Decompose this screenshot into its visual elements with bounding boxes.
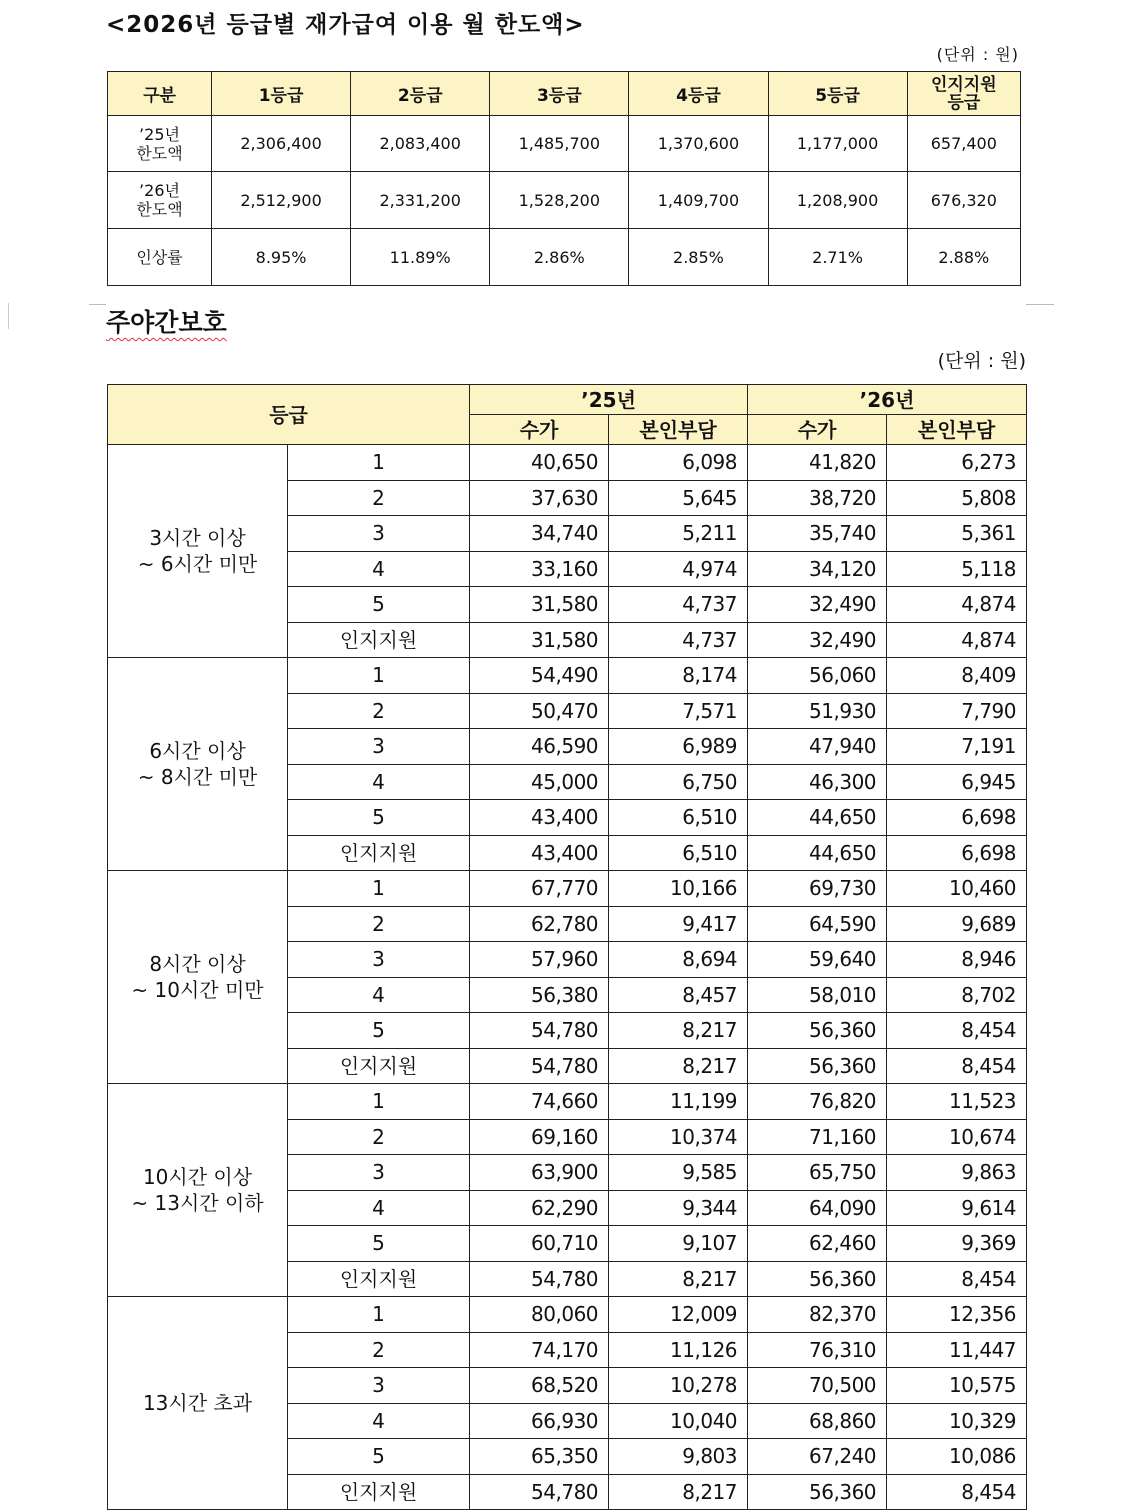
limit-table-header-row [108,72,1021,116]
care-grade-cell: 1 [288,1297,470,1333]
price-2025-cell: 65,350 [470,1439,609,1475]
limit-value-cell: 1,370,600 [629,116,768,172]
copay-2025-cell: 6,750 [609,764,748,800]
day-night-care-table [107,384,1027,1510]
limit-header-cell: 5등급 [768,72,907,116]
copay-2025-cell: 8,217 [609,1474,748,1510]
copay-2026-cell: 10,086 [887,1439,1027,1475]
copay-2025-cell: 10,040 [609,1403,748,1439]
copay-2025-cell: 12,009 [609,1297,748,1333]
price-2025-cell: 63,900 [470,1155,609,1191]
copay-2025-cell: 8,217 [609,1048,748,1084]
price-2026-cell: 71,160 [748,1119,887,1155]
limit-header-cell: 구분 [108,72,212,116]
price-2026-cell: 64,090 [748,1190,887,1226]
copay-2026-cell: 6,698 [887,800,1027,836]
care-grade-cell: 1 [288,1084,470,1120]
price-2025-cell: 46,590 [470,729,609,765]
care-header-row-1 [108,385,1027,415]
care-grade-cell: 5 [288,1226,470,1262]
copay-2026-cell: 4,874 [887,587,1027,623]
price-2025-cell: 43,400 [470,835,609,871]
price-2026-cell: 51,930 [748,693,887,729]
price-2026-cell: 56,360 [748,1474,887,1510]
care-grade-cell: 1 [288,445,470,481]
price-2026-cell: 32,490 [748,587,887,623]
copay-2025-cell: 7,571 [609,693,748,729]
care-grade-cell: 3 [288,1155,470,1191]
limit-value-cell: 1,409,700 [629,172,768,229]
unit-label-care: (단위 : 원) [937,350,1026,372]
price-2026-cell: 34,120 [748,551,887,587]
copay-2026-cell: 7,790 [887,693,1027,729]
page-edge-mark [8,303,9,329]
price-2026-cell: 69,730 [748,871,887,907]
copay-2025-cell: 10,374 [609,1119,748,1155]
price-2026-cell: 58,010 [748,977,887,1013]
copay-2026-cell: 11,523 [887,1084,1027,1120]
care-grade-cell: 3 [288,729,470,765]
care-grade-cell: 5 [288,1439,470,1475]
price-2026-cell: 67,240 [748,1439,887,1475]
price-2026-cell: 70,500 [748,1368,887,1404]
care-grade-cell: 인지지원 [288,1474,470,1510]
care-grade-cell: 2 [288,906,470,942]
price-2026-cell: 47,940 [748,729,887,765]
copay-2026-cell: 9,863 [887,1155,1027,1191]
limit-header-cell: 인지지원 등급 [907,72,1020,116]
limit-value-cell: 2.71% [768,229,907,286]
limit-value-cell: 2,331,200 [351,172,490,229]
copay-2025-cell: 6,510 [609,800,748,836]
price-2025-cell: 31,580 [470,622,609,658]
copay-2025-cell: 9,107 [609,1226,748,1262]
care-group-label: 8시간 이상 ~ 10시간 미만 [108,871,288,1084]
limit-table-row [108,116,1021,172]
copay-2026-cell: 5,361 [887,516,1027,552]
price-2025-cell: 54,490 [470,658,609,694]
price-2025-cell: 50,470 [470,693,609,729]
price-2025-cell: 74,660 [470,1084,609,1120]
price-2026-cell: 56,360 [748,1261,887,1297]
price-2026-cell: 44,650 [748,800,887,836]
copay-2026-cell: 8,454 [887,1261,1027,1297]
limit-value-cell: 1,528,200 [490,172,629,229]
price-2025-cell: 31,580 [470,587,609,623]
care-grade-cell: 2 [288,1332,470,1368]
care-group-label: 6시간 이상 ~ 8시간 미만 [108,658,288,871]
limit-table-row [108,229,1021,286]
price-2025-cell: 62,780 [470,906,609,942]
care-grade-cell: 2 [288,693,470,729]
copay-2025-cell: 9,585 [609,1155,748,1191]
copay-2026-cell: 10,329 [887,1403,1027,1439]
care-grade-cell: 1 [288,658,470,694]
price-2025-cell: 54,780 [470,1013,609,1049]
price-2025-cell: 54,780 [470,1261,609,1297]
copay-2026-cell: 6,945 [887,764,1027,800]
care-grade-cell: 5 [288,1013,470,1049]
care-grade-cell: 4 [288,764,470,800]
price-2025-cell: 74,170 [470,1332,609,1368]
price-2026-cell: 56,360 [748,1048,887,1084]
limit-value-cell: 11.89% [351,229,490,286]
limit-header-cell: 1등급 [212,72,351,116]
care-group-label: 13시간 초과 [108,1297,288,1510]
copay-2026-cell: 4,874 [887,622,1027,658]
copay-2025-cell: 9,417 [609,906,748,942]
copay-2025-cell: 9,344 [609,1190,748,1226]
care-grade-cell: 2 [288,480,470,516]
crop-mark-left [89,304,106,319]
price-2026-cell: 41,820 [748,445,887,481]
price-2025-cell: 54,780 [470,1048,609,1084]
header-year-26: ’26년 [748,385,1027,415]
copay-2026-cell: 10,674 [887,1119,1027,1155]
copay-2025-cell: 4,737 [609,622,748,658]
care-grade-cell: 3 [288,942,470,978]
limit-value-cell: 2.85% [629,229,768,286]
care-grade-cell: 4 [288,1403,470,1439]
copay-2026-cell: 6,698 [887,835,1027,871]
care-table-row [108,445,1027,481]
section-title: 주야간보호 [106,308,227,337]
copay-2026-cell: 8,702 [887,977,1027,1013]
care-table-row [108,1084,1027,1120]
price-2026-cell: 56,060 [748,658,887,694]
crop-mark-right [1026,304,1054,319]
care-grade-cell: 인지지원 [288,835,470,871]
header-copay-25: 본인부담 [609,415,748,445]
care-table-row [108,871,1027,907]
copay-2026-cell: 8,454 [887,1474,1027,1510]
limit-value-cell: 2,512,900 [212,172,351,229]
copay-2025-cell: 8,174 [609,658,748,694]
header-price-26: 수가 [748,415,887,445]
limit-header-cell: 4등급 [629,72,768,116]
copay-2025-cell: 8,217 [609,1261,748,1297]
copay-2026-cell: 10,575 [887,1368,1027,1404]
copay-2025-cell: 4,737 [609,587,748,623]
copay-2026-cell: 9,614 [887,1190,1027,1226]
price-2025-cell: 37,630 [470,480,609,516]
limit-row-label: ’26년 한도액 [108,172,212,229]
limit-value-cell: 1,177,000 [768,116,907,172]
limit-value-cell: 676,320 [907,172,1020,229]
copay-2025-cell: 6,989 [609,729,748,765]
limit-value-cell: 2,306,400 [212,116,351,172]
limit-value-cell: 657,400 [907,116,1020,172]
copay-2026-cell: 10,460 [887,871,1027,907]
header-grade: 등급 [108,385,470,445]
care-grade-cell: 4 [288,551,470,587]
price-2025-cell: 66,930 [470,1403,609,1439]
header-copay-26: 본인부담 [887,415,1027,445]
copay-2026-cell: 11,447 [887,1332,1027,1368]
copay-2026-cell: 5,118 [887,551,1027,587]
care-grade-cell: 인지지원 [288,1048,470,1084]
copay-2025-cell: 5,211 [609,516,748,552]
price-2025-cell: 57,960 [470,942,609,978]
copay-2025-cell: 10,166 [609,871,748,907]
price-2025-cell: 34,740 [470,516,609,552]
care-table-row [108,1297,1027,1333]
care-table-row [108,658,1027,694]
copay-2026-cell: 8,454 [887,1048,1027,1084]
limit-value-cell: 1,485,700 [490,116,629,172]
header-price-25: 수가 [470,415,609,445]
limit-value-cell: 2,083,400 [351,116,490,172]
price-2025-cell: 60,710 [470,1226,609,1262]
price-2025-cell: 43,400 [470,800,609,836]
price-2026-cell: 64,590 [748,906,887,942]
care-grade-cell: 인지지원 [288,622,470,658]
document-title: <2026년 등급별 재가급여 이용 월 한도액> [106,12,585,38]
price-2025-cell: 68,520 [470,1368,609,1404]
price-2026-cell: 46,300 [748,764,887,800]
price-2025-cell: 62,290 [470,1190,609,1226]
copay-2025-cell: 6,098 [609,445,748,481]
price-2025-cell: 54,780 [470,1474,609,1510]
limit-row-label: 인상률 [108,229,212,286]
copay-2026-cell: 9,369 [887,1226,1027,1262]
price-2026-cell: 82,370 [748,1297,887,1333]
care-grade-cell: 4 [288,977,470,1013]
copay-2026-cell: 9,689 [887,906,1027,942]
copay-2025-cell: 6,510 [609,835,748,871]
care-grade-cell: 5 [288,800,470,836]
price-2026-cell: 56,360 [748,1013,887,1049]
price-2026-cell: 68,860 [748,1403,887,1439]
care-grade-cell: 4 [288,1190,470,1226]
price-2025-cell: 40,650 [470,445,609,481]
limit-row-label: ’25년 한도액 [108,116,212,172]
price-2025-cell: 33,160 [470,551,609,587]
copay-2026-cell: 12,356 [887,1297,1027,1333]
price-2026-cell: 32,490 [748,622,887,658]
copay-2025-cell: 4,974 [609,551,748,587]
care-grade-cell: 1 [288,871,470,907]
copay-2026-cell: 8,946 [887,942,1027,978]
copay-2025-cell: 8,217 [609,1013,748,1049]
price-2026-cell: 76,310 [748,1332,887,1368]
care-grade-cell: 인지지원 [288,1261,470,1297]
care-grade-cell: 2 [288,1119,470,1155]
care-group-label: 10시간 이상 ~ 13시간 이하 [108,1084,288,1297]
price-2026-cell: 38,720 [748,480,887,516]
unit-label-limit: (단위 : 원) [936,45,1019,64]
limit-value-cell: 2.86% [490,229,629,286]
care-grade-cell: 3 [288,1368,470,1404]
limit-table-row [108,172,1021,229]
copay-2025-cell: 8,457 [609,977,748,1013]
limit-value-cell: 2.88% [907,229,1020,286]
price-2025-cell: 67,770 [470,871,609,907]
copay-2025-cell: 11,199 [609,1084,748,1120]
copay-2026-cell: 8,409 [887,658,1027,694]
price-2025-cell: 56,380 [470,977,609,1013]
copay-2026-cell: 8,454 [887,1013,1027,1049]
price-2025-cell: 80,060 [470,1297,609,1333]
header-year-25: ’25년 [470,385,748,415]
copay-2026-cell: 5,808 [887,480,1027,516]
care-grade-cell: 5 [288,587,470,623]
monthly-limit-table [107,71,1021,286]
price-2026-cell: 62,460 [748,1226,887,1262]
limit-header-cell: 3등급 [490,72,629,116]
copay-2025-cell: 11,126 [609,1332,748,1368]
copay-2025-cell: 9,803 [609,1439,748,1475]
price-2026-cell: 35,740 [748,516,887,552]
copay-2025-cell: 8,694 [609,942,748,978]
copay-2025-cell: 5,645 [609,480,748,516]
price-2026-cell: 76,820 [748,1084,887,1120]
price-2025-cell: 69,160 [470,1119,609,1155]
copay-2026-cell: 7,191 [887,729,1027,765]
copay-2026-cell: 6,273 [887,445,1027,481]
price-2026-cell: 59,640 [748,942,887,978]
care-group-label: 3시간 이상 ~ 6시간 미만 [108,445,288,658]
price-2026-cell: 65,750 [748,1155,887,1191]
price-2025-cell: 45,000 [470,764,609,800]
limit-header-cell: 2등급 [351,72,490,116]
price-2026-cell: 44,650 [748,835,887,871]
care-grade-cell: 3 [288,516,470,552]
copay-2025-cell: 10,278 [609,1368,748,1404]
limit-value-cell: 1,208,900 [768,172,907,229]
limit-value-cell: 8.95% [212,229,351,286]
